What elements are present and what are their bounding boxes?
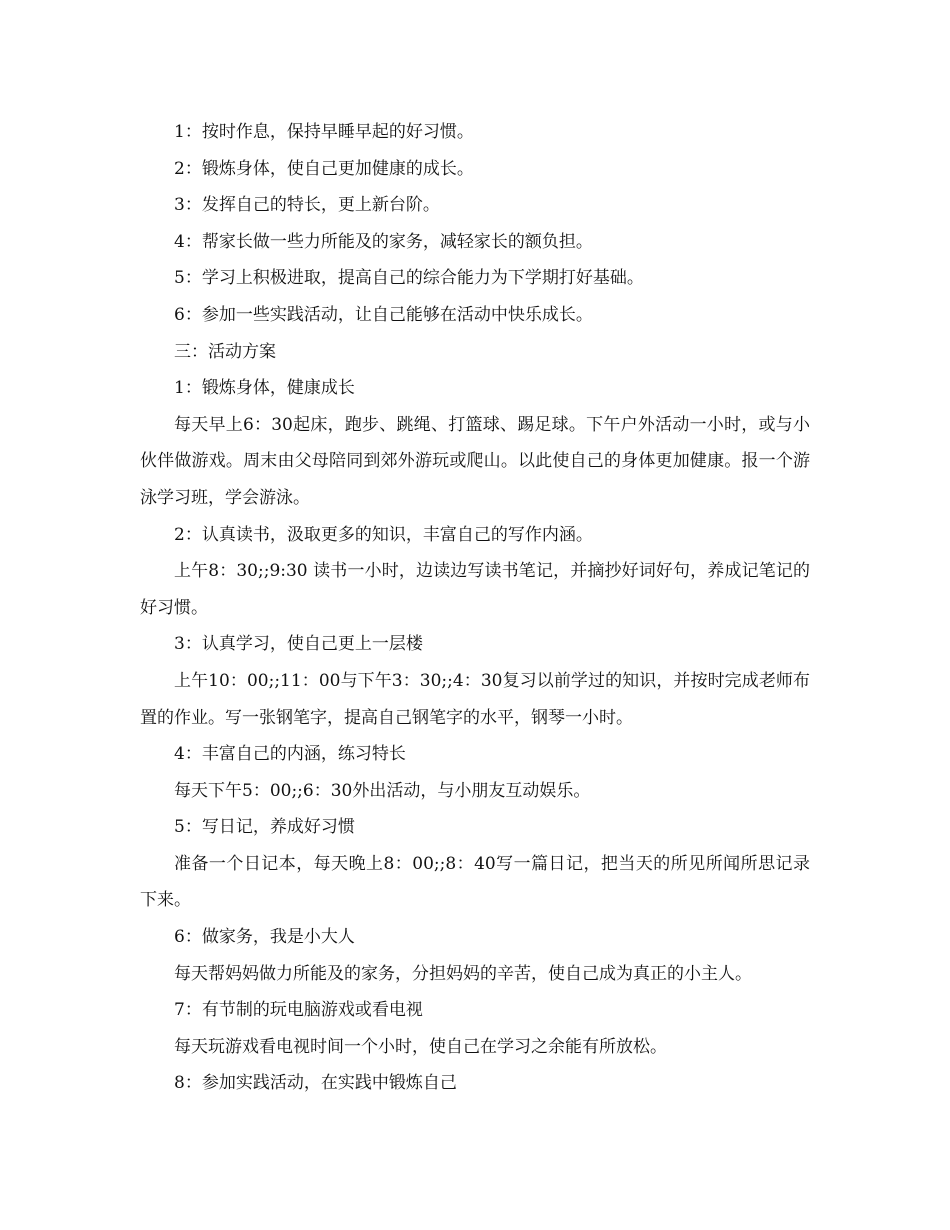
goal-1: 1：按时作息，保持早睡早起的好习惯。 xyxy=(174,122,474,142)
plan-8-heading: 8：参加实践活动，在实践中锻炼自己 xyxy=(174,1073,457,1094)
document-body xyxy=(140,114,810,1102)
goal-5: 5：学习上积极进取，提高自己的综合能力为下学期打好基础。 xyxy=(174,268,644,289)
plan-1-body: 每天早上6：30起床，跑步、跳绳、打篮球、踢足球。下午户外活动一小时，或与小伙伴做游戏。周末由父母陪同到郊外游玩或爬山。以此使自己的身体更加健康。报一个游泳学习班，学会游泳。 xyxy=(140,414,810,508)
plan-5-heading: 5：写日记，养成好习惯 xyxy=(174,817,355,838)
section-heading-activity-plan: 三：活动方案 xyxy=(174,341,276,362)
plan-2-heading: 2：认真读书，汲取更多的知识，丰富自己的写作内涵。 xyxy=(174,524,593,545)
goal-4: 4：帮家长做一些力所能及的家务，减轻家长的额负担。 xyxy=(174,231,593,252)
plan-6-heading: 6：做家务，我是小大人 xyxy=(174,927,355,948)
goal-3: 3：发挥自己的特长，更上新台阶。 xyxy=(174,195,440,216)
plan-7-body: 每天玩游戏看电视时间一个小时，使自己在学习之余能有所放松。 xyxy=(174,1036,667,1057)
plan-3-body: 上午10：00;;11：00与下午3：30;;4：30复习以前学过的知识，并按时完成老师布置的作业。写一张钢笔字，提高自己钢笔字的水平，钢琴一小时。 xyxy=(140,670,810,728)
goal-6: 6：参加一些实践活动，让自己能够在活动中快乐成长。 xyxy=(174,304,593,325)
plan-5-body: 准备一个日记本，每天晚上8：00;;8：40写一篇日记，把当天的所见所闻所思记录下来。 xyxy=(140,853,810,911)
plan-7-heading: 7：有节制的玩电脑游戏或看电视 xyxy=(174,1000,423,1021)
plan-4-heading: 4：丰富自己的内涵，练习特长 xyxy=(174,744,406,765)
plan-3-heading: 3：认真学习，使自己更上一层楼 xyxy=(174,634,423,655)
plan-6-body: 每天帮妈妈做力所能及的家务，分担妈妈的辛苦，使自己成为真正的小主人。 xyxy=(174,963,752,984)
plan-4-body: 每天下午5：00;;6：30外出活动，与小朋友互动娱乐。 xyxy=(174,780,591,801)
plan-2-body: 上午8：30;;9:30 读书一小时，边读边写读书笔记，并摘抄好词好句，养成记笔记的好习惯。 xyxy=(140,561,810,618)
goal-2: 2：锻炼身体，使自己更加健康的成长。 xyxy=(174,158,474,179)
plan-1-heading: 1：锻炼身体，健康成长 xyxy=(174,378,355,399)
